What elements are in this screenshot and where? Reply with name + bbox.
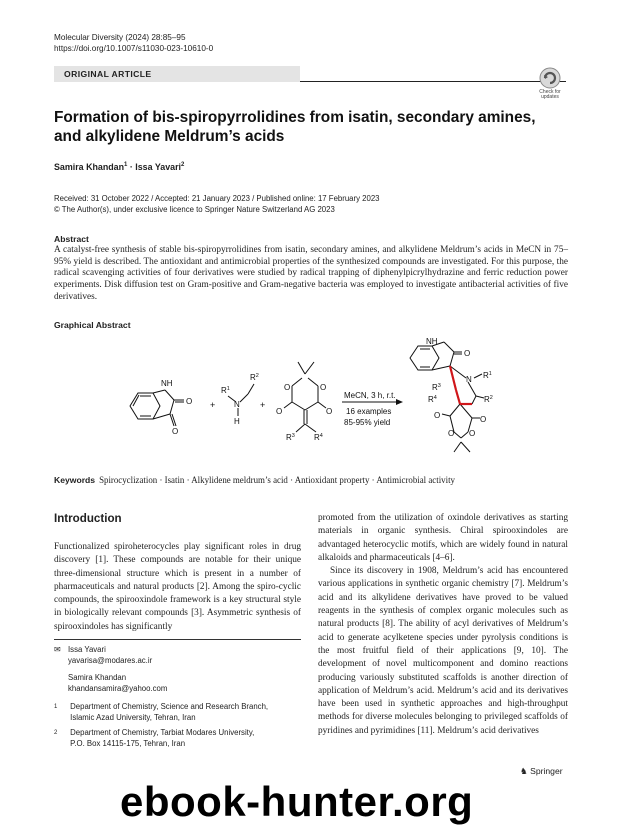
springer-horse-icon: ♞ [520, 766, 528, 776]
graphical-abstract-heading: Graphical Abstract [54, 320, 131, 330]
author-list [54, 162, 184, 172]
intro-paragraph: Functionalized spiroheterocycles play significant roles in drug discovery [1]. These compounds are notable for their unique three-dimensional structure which is present in a number of pharmaceuticals and natural products [2]. Among the spiro-cyclic compounds, the spirooxindole framework is a key structural style in biologically relevant compounds [3]. Asymmetric synthesis of spirooxindoles has significantly [54, 542, 301, 632]
affiliation-line: Islamic Azad University, Tehran, Iran [70, 712, 196, 722]
journal-name: Molecular Diversity (2024) 28:85–95 [54, 33, 186, 42]
arrow-head-icon [396, 399, 403, 405]
r1-label: $R^1$ [221, 386, 230, 395]
history-dates: Received: 31 October 2022 / Accepted: 21 January 2023 / Published online: 17 February 2023 [54, 194, 380, 203]
check-for-updates-icon [534, 66, 566, 100]
left-column-text [54, 541, 301, 634]
affiliation-marker: 2 [181, 162, 185, 169]
r1-label: $R^1$ [483, 371, 492, 380]
copyright-line: © The Author(s), under exclusive licence to Springer Nature Switzerland AG 2023 [54, 205, 335, 214]
new-bonds-highlight [450, 366, 472, 404]
yield-range: 85-95% yield [344, 418, 391, 427]
r2-label: $R^2$ [250, 373, 259, 382]
r3-label: $R^3$ [432, 383, 441, 392]
oxygen-label: O [480, 415, 487, 424]
alkylidene-meldrums-acid-structure [284, 362, 326, 432]
affiliation-line: Department of Chemistry, Science and Research Branch, [70, 702, 269, 711]
doi-link[interactable]: https://doi.org/10.1007/s11030-023-10610-0 [54, 44, 214, 53]
amine-structure [228, 384, 254, 416]
affiliation-line: Department of Chemistry, Tarbiat Modares University, [70, 728, 255, 737]
check-for-updates-badge[interactable] [534, 66, 566, 100]
author-separator: · [127, 162, 136, 172]
publisher-name: Springer [530, 766, 563, 776]
affiliation-line: P.O. Box 14115-175, Tehran, Iran [70, 738, 186, 748]
affiliation-number: 2 [54, 730, 58, 736]
oxygen-label: O [464, 349, 471, 358]
keywords-list: Spirocyclization · Isatin · Alkylidene meldrum’s acid · Antioxidant property · Antimicrobial activity [99, 475, 455, 485]
svg-text:Check for: Check for [539, 89, 561, 95]
intro-paragraph: Since its discovery in 1908, Meldrum’s acid has encountered various applications in synthetic organic chemistry [7]. Meldrum’s acid and its alkylidene derivatives have proved to be valued reagents in the synthesis of complex organic molecules such as natural products [8]. The ability of acyl derivatives of Meldrum’s acid to generate acylketene species under pyrolysis conditions is the most fruitful field of their applications [9, 10]. The development of novel multicomponent and domino reactions producing variously substituted scaffolds is another direction of application of Meldrum’s acid. Meldrum’s acid and its derivatives have been used in synthetic approaches and high-throughput methods for diverse molecules belonging to privileged scaffolds of pyridines and pyrimidines [11]. Meldrum’s acid derivatives [318, 566, 568, 736]
oxygen-label: O [186, 397, 193, 406]
svg-text:updates: updates [541, 94, 559, 100]
oxygen-label: O [326, 407, 333, 416]
nh-label: NH [161, 379, 173, 388]
footnote-rule [54, 639, 301, 640]
keywords-label: Keywords [54, 475, 96, 485]
intro-paragraph: promoted from the utilization of oxindole derivatives as starting materials in organic synthesis. Chiral spirooxindoles are advantaged heterocyclic motifs, which are widely found in natural alkaloids and pharmaceuticals [4–6]. [318, 513, 568, 563]
affiliation-number: 1 [54, 704, 58, 710]
corresponding-author-name: Issa Yavari [68, 645, 106, 654]
coauthor-name: Samira Khandan [68, 673, 127, 682]
correspondence-block [54, 645, 167, 694]
nitrogen-label: N [466, 375, 472, 384]
abstract-heading: Abstract [54, 234, 89, 244]
article-title: Formation of bis-spiropyrrolidines from isatin, secondary amines, and alkylidene Meldrum’s acids [54, 109, 536, 145]
author-name[interactable]: Issa Yavari [135, 162, 182, 172]
plus-sign: + [260, 400, 266, 410]
examples-count: 16 examples [346, 407, 392, 416]
hydrogen-label: H [234, 417, 240, 426]
coauthor-email[interactable]: khandansamira@yahoo.com [68, 683, 168, 693]
oxygen-label: O [469, 429, 476, 438]
affiliation-2 [54, 728, 254, 749]
r4-label: $R^4$ [314, 433, 323, 442]
header-rule [300, 81, 566, 82]
reaction-scheme [120, 338, 540, 462]
envelope-icon: ✉ [54, 645, 61, 654]
oxygen-label: O [448, 429, 455, 438]
r3-label: $R^3$ [286, 433, 295, 442]
isatin-structure [130, 390, 184, 426]
right-column-text [318, 512, 568, 738]
nitrogen-label: N [234, 400, 240, 409]
oxygen-label: O [284, 383, 291, 392]
keywords-line [54, 475, 455, 485]
oxygen-label: O [320, 383, 327, 392]
reaction-conditions: MeCN, 3 h, r.t. [344, 391, 396, 400]
abstract-body: A catalyst-free synthesis of stable bis-spiropyrrolidines from isatin, secondary amines, and alkylidene Meldrum’s acids in MeCN in 75–95% yield is described. The antioxidant and antimicrobial properties of the synthesized compounds are investigated. For this purpose, the radical scavenging activities of four derivatives were studied by radical trapping of diphenylpicrylhydrazine and ferric reduction power experiments. Disk diffusion test on Gram-positive and Gram-negative bacteria was employed to investigate antibacterial activities of five derivatives. [54, 245, 568, 302]
publication-dates [54, 193, 380, 215]
oxygen-label: O [276, 407, 283, 416]
author-name[interactable]: Samira Khandan [54, 162, 125, 172]
affiliation-marker: 1 [124, 162, 128, 169]
publisher-logo [520, 766, 563, 777]
journal-citation [54, 32, 213, 54]
article-type-label: ORIGINAL ARTICLE [64, 69, 152, 79]
article-type-banner [54, 66, 300, 82]
nh-label: NH [426, 338, 438, 346]
corresponding-author-email[interactable]: yavarisa@modares.ac.ir [68, 655, 153, 665]
introduction-heading: Introduction [54, 512, 122, 525]
r4-label: $R^4$ [428, 395, 437, 404]
r2-label: $R^2$ [484, 395, 493, 404]
oxygen-label: O [434, 411, 441, 420]
plus-sign: + [210, 400, 216, 410]
affiliation-1 [54, 702, 268, 723]
oxygen-label: O [172, 427, 179, 436]
watermark-text: ebook-hunter.org [120, 778, 474, 825]
